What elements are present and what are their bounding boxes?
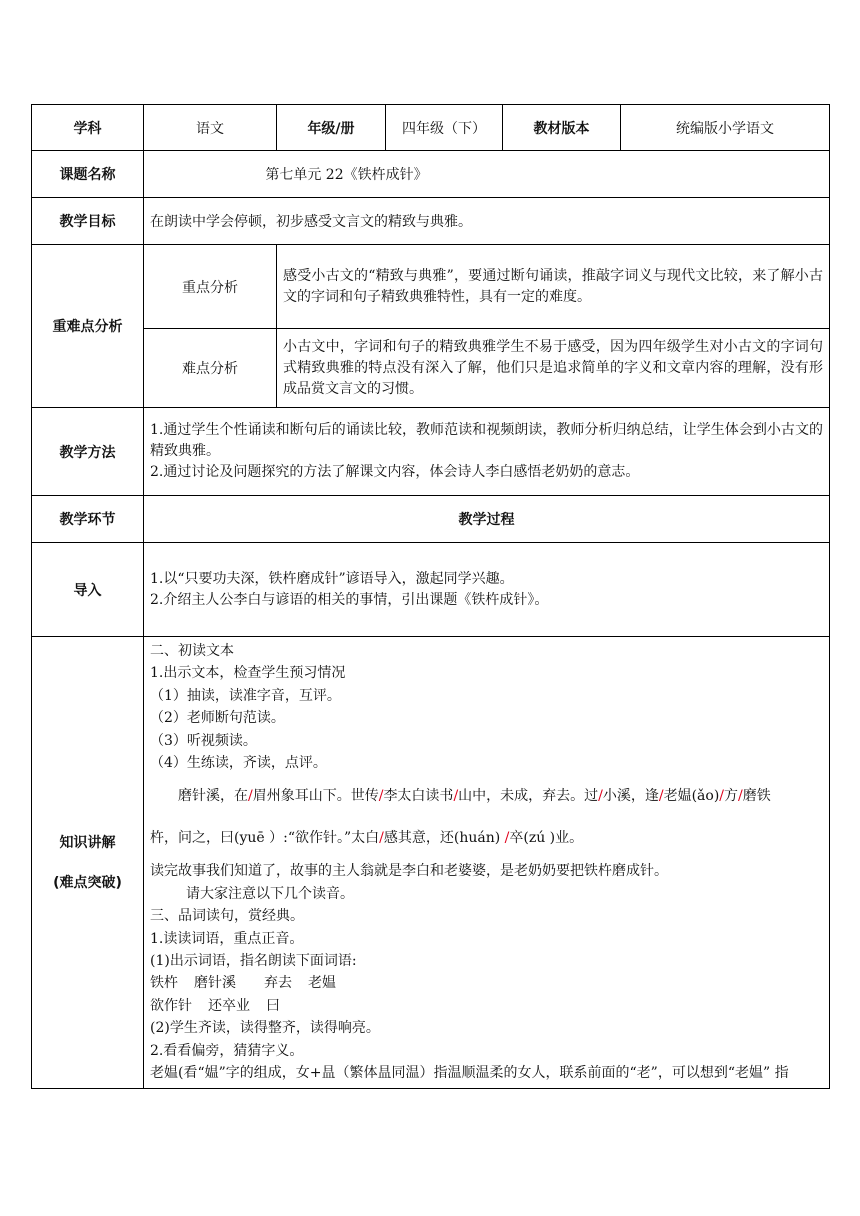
story-seg: 小溪，逢 [602,788,659,805]
goal-label: 教学目标 [32,198,144,245]
section-first-reading: 二、初读文本 [150,643,234,659]
process-label: 教学过程 [144,496,830,543]
subject-label: 学科 [32,105,144,151]
step-read-words: 1.读读词语，重点正音。 [150,930,304,947]
story-seg: 磨铁 [742,788,771,805]
edition-label: 教材版本 [503,105,621,151]
knowledge-row [32,637,830,1089]
lesson-plan-table [31,104,830,1089]
intro-label: 导入 [32,543,144,637]
story-seg: 李太白读书 [383,788,454,805]
pause-mark: / [378,788,384,805]
story-seg: 眉州象耳山下。世传 [252,788,379,805]
lesson-label: 课题名称 [32,151,144,198]
knowledge-label-1: 知识讲解 [59,834,116,851]
key-analysis-row [32,245,830,329]
stage-label: 教学环节 [32,496,144,543]
story-seg: 方 [724,788,739,805]
hard-analysis-text: 小古文中，字词和句子的精致典雅学生不易于感受，因为四年级学生对小古文的字词句式精致典雅的特点没有深入了解，他们只是追求简单的字义和文章内容的理解，没有形成品赏文言文的习惯。 [277,329,830,408]
vocab-word: 曰 [266,997,280,1014]
vocab-word: 磨针溪 [194,975,236,992]
pause-mark: / [504,830,510,847]
vocab-word: 老媪 [308,975,336,992]
process-header-row [32,496,830,543]
step-3: （3）听视频读。 [150,732,257,749]
method-line-1: 1.通过学生个性诵读和断句后的诵读比较，教师范读和视频朗读，教师分析归纳总结，让学生体会到小古文的精致典雅。 [150,422,823,459]
pause-mark: / [719,788,725,805]
pause-mark: / [379,830,384,847]
vocab-word: 铁杵 [150,975,178,992]
lesson-value [144,151,830,198]
intro-row [32,543,830,637]
note-pronunciation [150,883,823,905]
step-show-words: (1)出示词语，指名朗读下面词语: [150,953,357,970]
step-2: （2）老师断句范读。 [150,710,285,727]
vocab-word: 还卒业 [208,997,250,1014]
summary-line: 读完故事我们知道了，故事的主人翁就是李白和老婆婆，是老奶奶要把铁杵磨成针。 [150,863,668,880]
word-list-2 [150,995,823,1017]
story-seg: 杵，问之，曰(yuē ）:“欲作针。”太白 [150,830,380,847]
story-line-2 [150,820,823,856]
explanation-line: 老媪(看“媪”字的组成，女+昷（繁体昷同温）指温顺温柔的女人，联系前面的“老”，可以想到“老媪” 指 [150,1065,789,1082]
story-seg: 磨针溪，在 [178,788,248,805]
intro-line-2: 2.介绍主人公李白与谚语的相关的事情，引出课题《铁杵成针》。 [150,591,549,608]
key-analysis-label: 重点分析 [144,245,277,329]
intro-line-1: 1.以“只要功夫深，铁杵磨成针”谚语导入，激起同学兴趣。 [150,570,514,587]
knowledge-label-2: (难点突破) [53,874,122,891]
vocab-word: 弃去 [264,975,292,992]
word-list-1 [150,972,823,994]
goal-value: 在朗读中学会停顿，初步感受文言文的精致与典雅。 [144,198,830,245]
knowledge-label [32,637,144,1089]
vocab-word: 欲作针 [150,997,192,1014]
subject-value: 语文 [144,105,277,151]
step-show-text: 1.出示文本，检查学生预习情况 [150,665,346,682]
story-seg: 感其意，还(huán) [383,830,505,847]
intro-text [144,543,830,637]
story-line-1 [150,778,823,814]
knowledge-text [144,637,830,1089]
lesson-title: 第七单元 22《铁杵成针》 [265,167,428,183]
pause-mark: / [453,788,459,805]
pause-mark: / [738,788,743,805]
section-appreciate: 三、品词读句，赏经典。 [150,908,304,925]
step-read-together: (2)学生齐读，读得整齐，读得响亮。 [150,1020,380,1037]
hard-analysis-row [32,329,830,408]
story-seg: 老媪(ǎo) [663,788,720,805]
method-line-2: 2.通过讨论及问题探究的方法了解课文内容，体会诗人李白感悟老奶奶的意志。 [150,464,640,480]
method-text [144,408,830,496]
pause-mark: / [658,788,664,805]
goal-row [32,198,830,245]
method-label: 教学方法 [32,408,144,496]
pause-mark: / [248,788,253,805]
story-seg: 山中，未成，弃去。过 [458,788,599,805]
analysis-label: 重难点分析 [32,245,144,408]
story-seg: 卒(zú )业。 [509,830,584,847]
note-text: 请大家注意以下几个读音。 [186,885,354,902]
key-analysis-text: 感受小古文的“精致与典雅”，要通过断句诵读，推敲字词义与现代文比较，来了解小古文的字词和句子精致典雅特性，具有一定的难度。 [277,245,830,329]
method-row [32,408,830,496]
pause-mark: / [598,788,603,805]
step-radicals: 2.看看偏旁，猜猜字义。 [150,1042,304,1059]
grade-value: 四年级（下） [386,105,503,151]
edition-value: 统编版小学语文 [621,105,830,151]
step-1: （1）抽读，读准字音，互评。 [150,687,341,704]
step-4: （4）生练读，齐读，点评。 [150,755,327,772]
grade-label: 年级/册 [277,105,386,151]
hard-analysis-label: 难点分析 [144,329,277,408]
header-row [32,105,830,151]
lesson-row [32,151,830,198]
